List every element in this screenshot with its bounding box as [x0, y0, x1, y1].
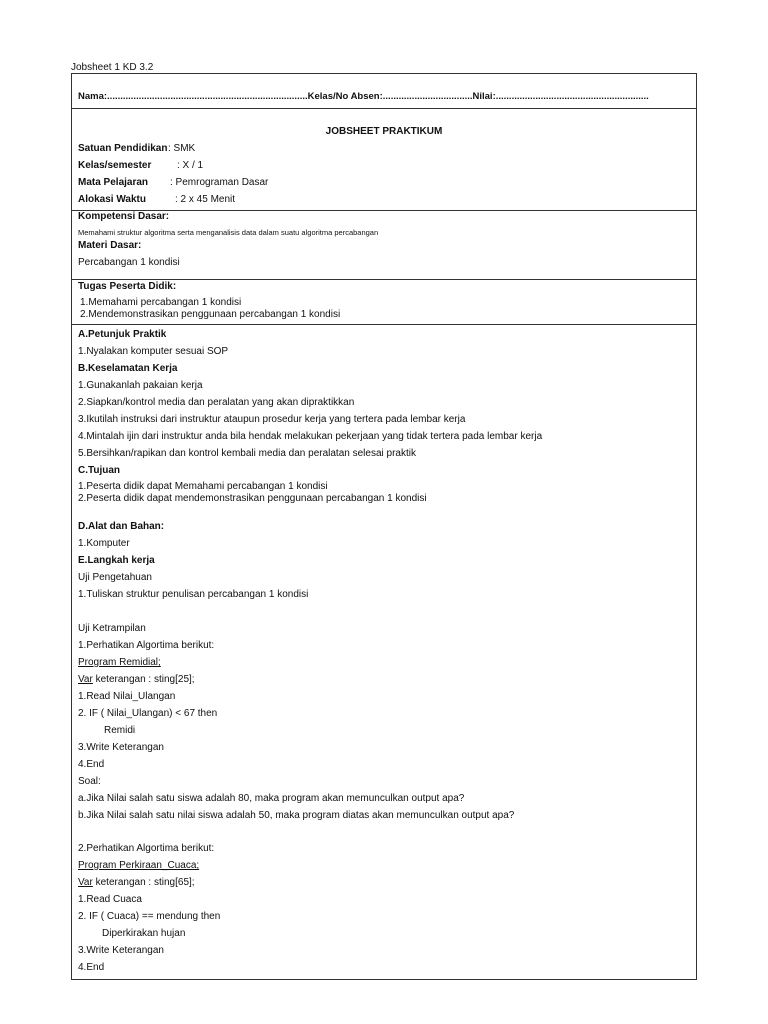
info-value-alokasi: : 2 x 45 Menit [175, 194, 236, 205]
algo2-var-line [78, 877, 195, 888]
keselamatan-item: 3.Ikutilah instruksi dari instruktur ataupun prosedur kerja yang tertera pada lembar kerja [78, 414, 466, 425]
kompetensi-text: Memahami struktur algoritma serta menganalisis data dalam suatu algoritma percabangan [78, 228, 379, 237]
algo2-program-name: Program Perkiraan_Cuaca; [78, 860, 200, 871]
algo2-var-declaration: keterangan : sting[65]; [92, 877, 195, 888]
algo2-var-keyword: Var [78, 877, 93, 888]
keselamatan-item: 4.Mintalah ijin dari instruktur anda bila hendak melakukan pekerjaan yang tidak tertera pada lembar kerja [78, 431, 543, 442]
tugas-item: 2.Mendemonstrasikan penggunaan percabangan 1 kondisi [80, 309, 341, 320]
algo2-intro: 2.Perhatikan Algortima berikut: [78, 843, 215, 854]
document-title: JOBSHEET PRAKTIKUM [325, 126, 443, 137]
algo1-var-line [78, 674, 195, 685]
row-divider [71, 108, 697, 109]
keselamatan-item: 1.Gunakanlah pakaian kerja [78, 380, 203, 391]
tujuan-item: 2.Peserta didik dapat mendemonstrasikan penggunaan percabangan 1 kondisi [78, 493, 427, 504]
tujuan-item: 1.Peserta didik dapat Memahami percabangan 1 kondisi [78, 481, 328, 492]
keselamatan-item: 5.Bersihkan/rapikan dan kontrol kembali media dan peralatan selesai praktik [78, 448, 416, 459]
info-value-satuan: : SMK [168, 143, 196, 154]
uji-pengetahuan-item: 1.Tuliskan struktur penulisan percabangan 1 kondisi [78, 589, 309, 600]
algo2-step: 3.Write Keterangan [78, 945, 164, 956]
soal-question-b: b.Jika Nilai salah satu nilai siswa adalah 50, maka program diatas akan memunculkan output apa? [78, 810, 515, 821]
tugas-item: 1.Memahami percabangan 1 kondisi [80, 297, 242, 308]
info-label-alokasi: Alokasi Waktu [78, 194, 146, 205]
info-label-mapel: Mata Pelajaran [78, 177, 149, 188]
keselamatan-item: 2.Siapkan/kontrol media dan peralatan yang akan dipraktikkan [78, 397, 355, 408]
kompetensi-heading: Kompetensi Dasar: [78, 211, 170, 222]
info-label-satuan: Satuan Pendidikan [78, 143, 168, 154]
algo1-step: 3.Write Keterangan [78, 742, 164, 753]
materi-text: Percabangan 1 kondisi [78, 257, 180, 268]
soal-heading: Soal: [78, 776, 101, 787]
keselamatan-heading: B.Keselamatan Kerja [78, 363, 178, 374]
algo2-step: Diperkirakan hujan [102, 928, 186, 939]
row-divider [71, 279, 697, 280]
materi-heading: Materi Dasar: [78, 240, 142, 251]
algo1-program-name: Program Remidial; [78, 657, 161, 668]
algo1-var-declaration: keterangan : sting[25]; [92, 674, 195, 685]
petunjuk-heading: A.Petunjuk Praktik [78, 329, 167, 340]
algo1-step: 4.End [78, 759, 105, 770]
soal-question-a: a.Jika Nilai salah satu siswa adalah 80, maka program akan memunculkan output apa? [78, 793, 465, 804]
algo1-step: 2. IF ( Nilai_Ulangan) < 67 then [78, 708, 218, 719]
alat-heading: D.Alat dan Bahan: [78, 521, 165, 532]
alat-item: 1.Komputer [78, 538, 130, 549]
algo1-intro: 1.Perhatikan Algortima berikut: [78, 640, 215, 651]
algo1-step: Remidi [104, 725, 136, 736]
page-header: Jobsheet 1 KD 3.2 [71, 62, 154, 73]
petunjuk-item: 1.Nyalakan komputer sesuai SOP [78, 346, 229, 357]
student-info-line: Nama:............................................................................Kelas/No Absen:..................................Nilai:.......................................................... [78, 91, 649, 102]
algo1-var-keyword: Var [78, 674, 93, 685]
langkah-heading: E.Langkah kerja [78, 555, 155, 566]
uji-ketrampilan-heading: Uji Ketrampilan [78, 623, 146, 634]
tugas-heading: Tugas Peserta Didik: [78, 281, 177, 292]
info-label-kelas: Kelas/semester [78, 160, 152, 171]
row-divider [71, 324, 697, 325]
algo1-step: 1.Read Nilai_Ulangan [78, 691, 176, 702]
uji-pengetahuan-heading: Uji Pengetahuan [78, 572, 152, 583]
tujuan-heading: C.Tujuan [78, 465, 121, 476]
info-value-kelas: : X / 1 [177, 160, 204, 171]
info-value-mapel: : Pemrograman Dasar [170, 177, 269, 188]
algo2-step: 4.End [78, 962, 105, 973]
algo2-step: 2. IF ( Cuaca) == mendung then [78, 911, 221, 922]
algo2-step: 1.Read Cuaca [78, 894, 142, 905]
